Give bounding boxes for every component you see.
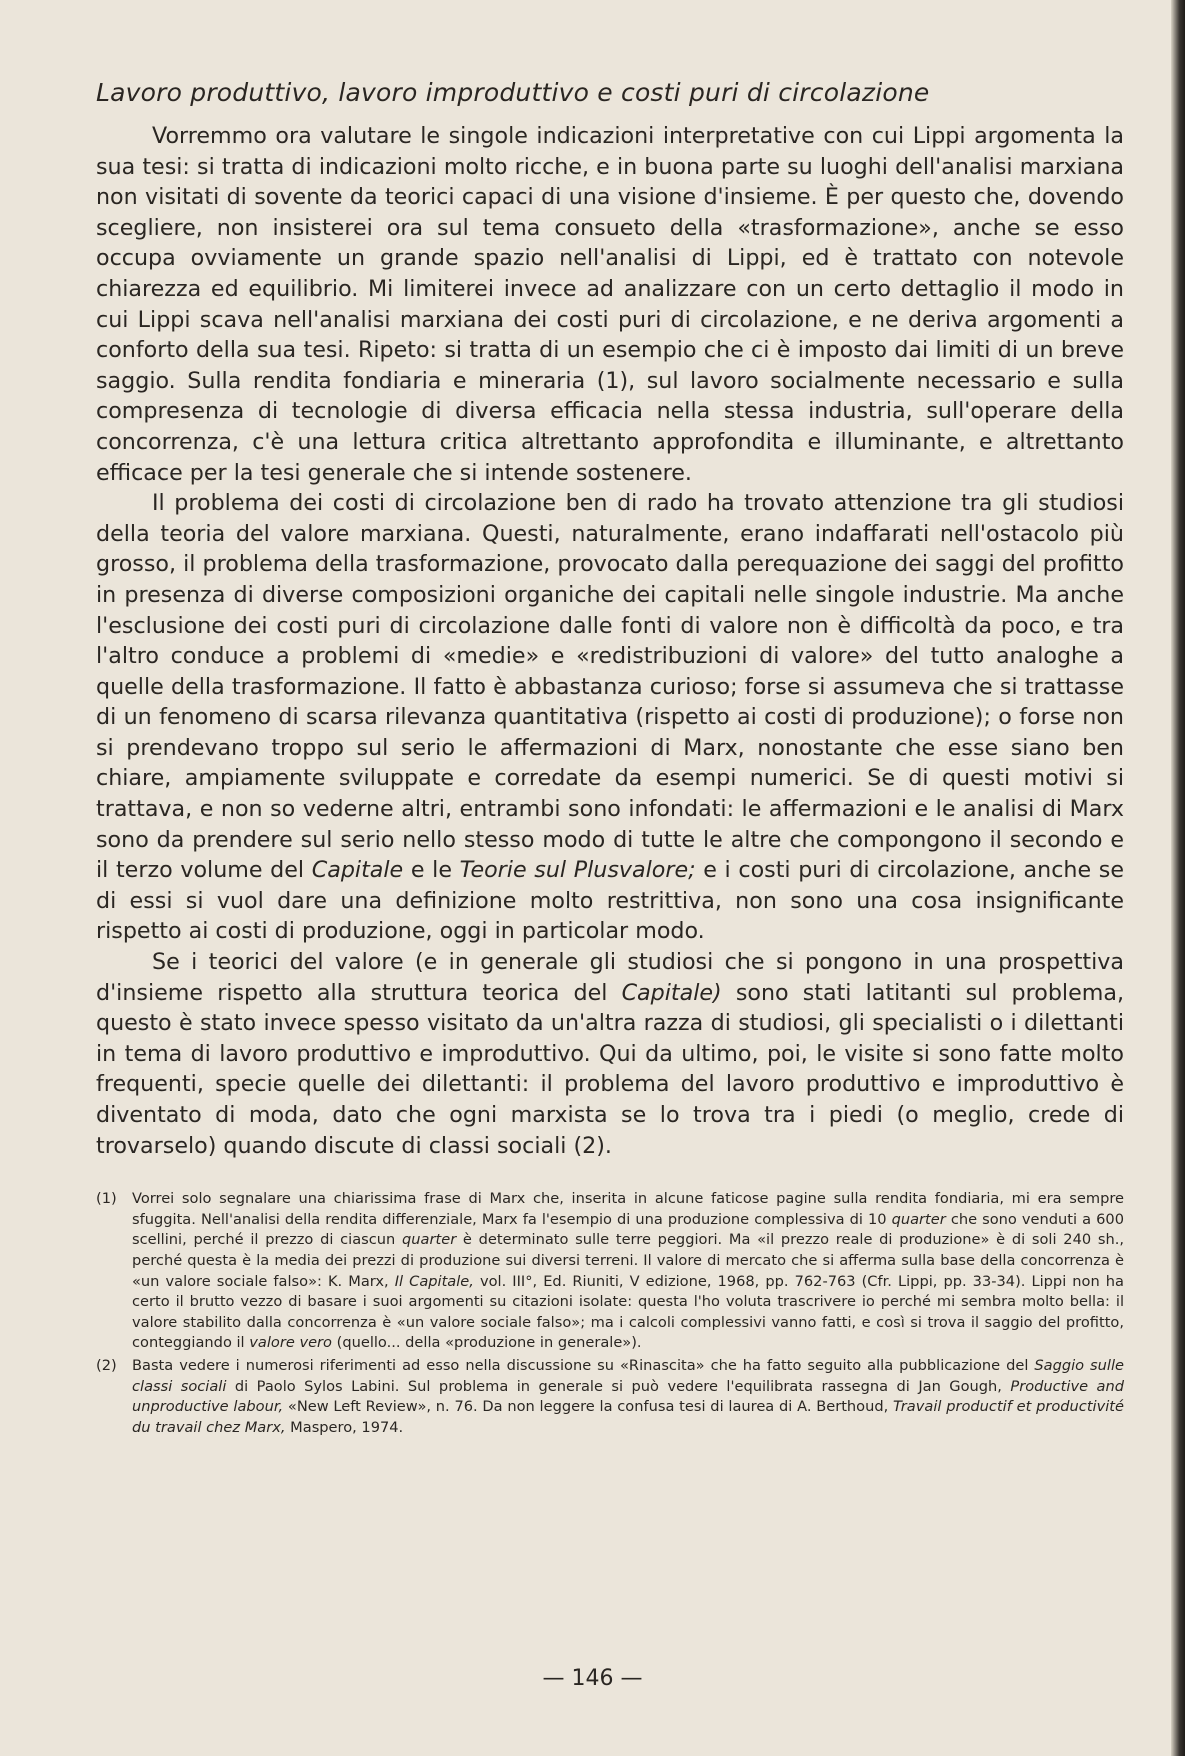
- footnotes: [96, 1189, 1124, 1438]
- footnote-1-italic-quarter: quarter: [891, 1210, 946, 1228]
- footnote-2-number: (2): [96, 1356, 117, 1374]
- paragraph-2-part-c: e i costi puri di circolazione, anche se di essi si vuol dare una definizione molto restrittiva, non sono una cosa insignificante rispetto ai costi di produzione, oggi in particolar modo.: [96, 857, 1124, 945]
- body-text: [96, 121, 1124, 1161]
- footnote-1-text-e: (quello... della «produzione in generale»).: [332, 1334, 642, 1352]
- footnote-1-text-c: è determinato sulle terre peggiori. Ma «il prezzo reale di produzione» è di soli 240 sh., perché questa è la media dei prezzi di produzione sui diversi terreni. Il valore di mercato che si afferma sulla base della concorrenza è «un valore sociale falso»: K. Marx,: [132, 1231, 1124, 1290]
- title-teorie-sul-plusvalore: Teorie sul Plusvalore;: [459, 857, 696, 884]
- footnote-1-title-il-capitale: Il Capitale,: [394, 1272, 474, 1290]
- paragraph-2-part-b: e le: [403, 857, 460, 884]
- footnote-2-title-saggio: Saggio sulle classi sociali: [132, 1356, 1124, 1395]
- paragraph-3-part-b: sono stati latitanti sul problema, questo è stato invece spesso visitato da un'altra razza di studiosi, gli specialisti o i dilettanti in tema di lavoro produttivo e improduttivo. Qui da ultimo, poi, le visite si sono fatte molto frequenti, specie quelle dei dilettanti: il problema del lavoro produttivo e improduttivo è diventato di moda, dato che ogni marxista se lo trova tra i piedi (o meglio, crede di trovarselo) quando discute di classi sociali (2).: [96, 979, 1125, 1159]
- running-head: Lavoro produttivo, lavoro improduttivo e costi puri di circolazione: [96, 78, 930, 107]
- page-content: [96, 78, 1124, 1440]
- footnote-2-text-c: «New Left Review», n. 76. Da non leggere la confusa tesi di laurea di A. Berthoud,: [283, 1398, 894, 1416]
- footnote-2: [96, 1356, 1124, 1438]
- footnote-1-italic-quarter-2: quarter: [402, 1231, 457, 1249]
- title-capitale-2: Capitale): [621, 979, 722, 1006]
- footnote-1-italic-valore-vero: valore vero: [249, 1334, 332, 1352]
- title-capitale: Capitale: [311, 857, 404, 884]
- footnote-1-text-b: che sono venduti a 600 scellini, perché il prezzo di ciascun: [132, 1210, 1124, 1249]
- page-edge-shadow: [1171, 0, 1185, 1756]
- page-number: — 146 —: [542, 1666, 643, 1691]
- footnote-2-text-a: Basta vedere i numerosi riferimenti ad esso nella discussione su «Rinascita» che ha fatto seguito alla pubblicazione del: [132, 1356, 1035, 1374]
- footnote-1-number: (1): [96, 1190, 117, 1208]
- footnote-2-text-d: Maspero, 1974.: [285, 1418, 404, 1436]
- paragraph-2-part-a: Il problema dei costi di circolazione ben di rado ha trovato attenzione tra gli studiosi della teoria del valore marxiana. Questi, naturalmente, erano indaffarati nell'ostacolo più grosso, il problema della trasformazione, provocato dalla perequazione dei saggi del profitto in presenza di diverse composizioni organiche dei capitali nelle singole industrie. Ma anche l'esclusione dei costi puri di circolazione dalle fonti di valore non è difficoltà da poco, e tra l'altro conduce a problemi di «medie» e «redistribuzioni di valore» del tutto analoghe a quelle della trasformazione. Il fatto è abbastanza curioso; forse si assumeva che si trattasse di un fenomeno di scarsa rilevanza quantitativa (rispetto ai costi di produzione); o forse non si prendevano troppo sul serio le affermazioni di Marx, nonostante che esse siano ben chiare, ampiamente sviluppate e corredate da esempi numerici. Se di questi motivi si trattava, e non so vederne altri, entrambi sono infondati: le affermazioni e le analisi di Marx sono da prendere sul serio nello stesso modo di tutte le altre che compongono il secondo e il terzo volume del: [96, 490, 1124, 884]
- footnote-2-title-travail-productif: Travail productif et productivité du travail chez Marx,: [132, 1398, 1124, 1436]
- paragraph-1: Vorremmo ora valutare le singole indicazioni interpretative con cui Lippi argomenta la sua tesi: si tratta di indicazioni molto ricche, e in buona parte su luoghi dell'analisi marxiana non visitati di sovente da teorici capaci di una visione d'insieme. È per questo che, dovendo scegliere, non insisterei ora sul tema consueto della «trasformazione», anche se esso occupa ovviamente un grande spazio nell'analisi di Lippi, ed è trattato con notevole chiarezza ed equilibrio. Mi limiterei invece ad analizzare con un certo dettaglio il modo in cui Lippi scava nell'analisi marxiana dei costi puri di circolazione, e ne deriva argomenti a conforto della sua tesi. Ripeto: si tratta di un esempio che ci è imposto dai limiti di un breve saggio. Sulla rendita fondiaria e mineraria (1), sul lavoro socialmente necessario e sulla compresenza di tecnologie di diversa efficacia nella stessa industria, sull'operare della concorrenza, c'è una lettura critica altrettanto approfondita e illuminante, e altrettanto efficace per la tesi generale che si intende sostenere.: [96, 123, 1124, 486]
- footnote-1-text-a: Vorrei solo segnalare una chiarissima frase di Marx che, inserita in alcune faticose pagine sulla rendita fondiaria, mi era sempre sfuggita. Nell'analisi della rendita differenziale, Marx fa l'esempio di una produzione complessiva di 10: [132, 1190, 1124, 1228]
- footnote-2-title-productive-labour: Productive and unproductive labour,: [132, 1377, 1124, 1416]
- paragraph-3-part-a: Se i teorici del valore (e in generale gli studiosi che si pongono in una prospettiva d'insieme rispetto alla struttura teorica del: [96, 949, 1124, 1006]
- footnote-2-text-b: di Paolo Sylos Labini. Sul problema in generale si può vedere l'equilibrata rassegna di Jan Gough,: [226, 1377, 1011, 1395]
- footnote-1: [96, 1189, 1124, 1354]
- paragraph-2: [96, 488, 1124, 947]
- footnote-1-text-d: vol. III°, Ed. Riuniti, V edizione, 1968, pp. 762-763 (Cfr. Lippi, pp. 33-34). Lippi non ha certo il brutto vezzo di basare i suoi argomenti su citazioni isolate: questa l'ho voluta trascrivere io perché mi sembra molto bella: il valore stabilito dalla concorrenza è «un valore sociale falso»; ma i calcoli complessivi vanno fatti, e così si trova il saggio del profitto, conteggiando il: [132, 1272, 1124, 1352]
- paragraph-3: [96, 947, 1124, 1161]
